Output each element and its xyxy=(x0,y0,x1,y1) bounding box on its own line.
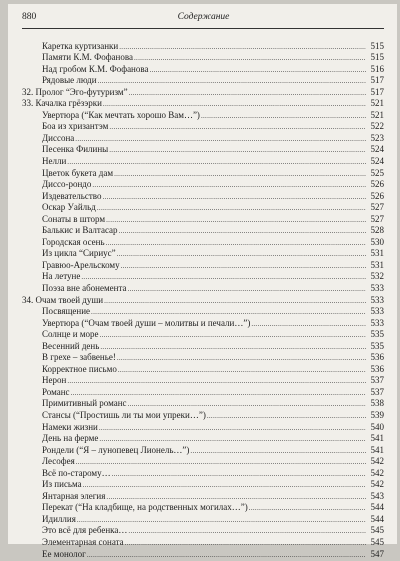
toc-entry-title: В грехе – забвенье! xyxy=(42,352,116,363)
toc-entry-title: Из цикла “Сириус” xyxy=(42,248,116,259)
toc-entry xyxy=(22,525,384,537)
toc-entry-title: День на ферме xyxy=(42,433,99,444)
toc-entry xyxy=(22,202,384,214)
toc-entry-page: 533 xyxy=(370,294,384,305)
toc-entry-page: 524 xyxy=(370,144,384,155)
toc-entry-page: 535 xyxy=(370,340,384,351)
dot-leader xyxy=(251,319,366,331)
toc-entry-page: 533 xyxy=(370,282,384,293)
toc-entry xyxy=(22,283,384,295)
toc-entry xyxy=(22,352,384,364)
toc-entry-page: 542 xyxy=(370,456,384,467)
toc-entry xyxy=(22,398,384,410)
toc-entry xyxy=(22,491,384,503)
toc-entry-page: 535 xyxy=(370,329,384,340)
toc-entry xyxy=(22,514,384,526)
toc-entry xyxy=(22,168,384,180)
toc-entry-title: Диссона xyxy=(42,132,75,143)
toc-entry-page: 531 xyxy=(370,259,384,270)
dot-leader xyxy=(109,145,366,157)
dot-leader xyxy=(117,353,366,365)
toc-entry xyxy=(22,121,384,133)
toc-entry-page: 547 xyxy=(370,548,384,559)
toc-entry-title: 33. Качалка грёзэрки xyxy=(22,98,102,109)
toc-entry-title: Намеки жизни xyxy=(42,421,98,432)
toc-entry-page: 517 xyxy=(370,75,384,86)
toc-entry xyxy=(22,110,384,122)
toc-entry-title: Лесофея xyxy=(42,456,75,467)
page-number: 880 xyxy=(22,12,37,22)
toc-entry xyxy=(22,144,384,156)
dot-leader xyxy=(128,526,366,538)
toc-entry-title: 34. Очам твоей души xyxy=(22,294,104,305)
toc-entry-page: 533 xyxy=(370,306,384,317)
toc-entry xyxy=(22,341,384,353)
dot-leader xyxy=(190,446,366,458)
toc-entry-title: Над гробом К.М. Фофанова xyxy=(42,63,149,74)
toc-entry xyxy=(22,248,384,260)
toc-entry-page: 521 xyxy=(370,98,384,109)
toc-entry-page: 526 xyxy=(370,179,384,190)
toc-entry-title: Гравюо-Арельскому xyxy=(42,259,120,270)
toc-entry-title: Рядовые люди xyxy=(42,75,97,86)
toc-entry-title: Из письма xyxy=(42,479,82,490)
toc-entry-title: Сонаты в шторм xyxy=(42,213,106,224)
dot-leader xyxy=(103,192,367,204)
toc-entry xyxy=(22,422,384,434)
toc-entry-page: 525 xyxy=(370,167,384,178)
dot-leader xyxy=(100,330,366,342)
toc-entry-page: 521 xyxy=(370,109,384,120)
toc-entry xyxy=(22,364,384,376)
dot-leader xyxy=(119,42,366,54)
toc-entry xyxy=(22,329,384,341)
dot-leader xyxy=(117,249,366,261)
toc-section-entry xyxy=(22,98,384,110)
dot-leader xyxy=(83,480,366,492)
toc-entry-page: 532 xyxy=(370,271,384,282)
dot-leader xyxy=(106,238,366,250)
dot-leader xyxy=(134,53,366,65)
toc-entry-page: 517 xyxy=(370,86,384,97)
dot-leader xyxy=(67,376,366,388)
running-header xyxy=(22,12,385,26)
toc-entry-page: 545 xyxy=(370,537,384,548)
dot-leader xyxy=(150,65,366,77)
toc-entry-title: Рондели (“Я – лунопевец Лионель…”) xyxy=(42,444,190,455)
toc-entry-title: Посвящение xyxy=(42,306,91,317)
toc-entry-page: 544 xyxy=(370,513,384,524)
toc-entry-title: Корректное письмо xyxy=(42,363,117,374)
toc-entry-page: 533 xyxy=(370,317,384,328)
dot-leader xyxy=(99,423,366,435)
toc-entry xyxy=(22,479,384,491)
toc-entry-page: 541 xyxy=(370,433,384,444)
toc-entry xyxy=(22,64,384,76)
toc-entry-title: Боа из хризантэм xyxy=(42,121,109,132)
dot-leader xyxy=(112,469,366,481)
toc-entry-page: 526 xyxy=(370,190,384,201)
toc-entry-page: 515 xyxy=(370,40,384,51)
dot-leader xyxy=(119,226,366,238)
toc-entry-title: Стансы (“Простишь ли ты мои упреки…”) xyxy=(42,410,206,420)
toc-entry xyxy=(22,225,384,237)
toc-entry-page: 516 xyxy=(370,63,384,74)
toc-entry xyxy=(22,410,384,422)
toc-entry-page: 527 xyxy=(370,213,384,224)
toc-entry xyxy=(22,52,384,64)
toc-entry-page: 524 xyxy=(370,155,384,166)
toc-entry xyxy=(22,156,384,168)
toc-entry xyxy=(22,387,384,399)
dot-leader xyxy=(100,342,366,354)
toc-entry xyxy=(22,179,384,191)
toc-entry-page: 530 xyxy=(370,236,384,247)
toc-entry-page: 536 xyxy=(370,352,384,363)
table-of-contents xyxy=(22,41,384,561)
toc-entry-title: Издевательство xyxy=(42,190,102,201)
toc-entry-title: Памяти К.М. Фофанова xyxy=(42,52,133,63)
toc-entry-title: Романс xyxy=(42,386,70,397)
toc-entry-page: 540 xyxy=(370,421,384,432)
toc-entry xyxy=(22,75,384,87)
toc-entry xyxy=(22,237,384,249)
toc-entry-page: 543 xyxy=(370,490,384,501)
toc-entry-title: Ее монолог xyxy=(42,548,86,559)
book-page xyxy=(8,4,397,559)
toc-entry-title: Янтарная элегия xyxy=(42,490,106,501)
toc-entry-page: 537 xyxy=(370,375,384,386)
toc-entry-title: Цветок букета дам xyxy=(42,167,114,178)
toc-entry-page: 539 xyxy=(370,410,384,420)
toc-entry-title: Нерон xyxy=(42,375,67,386)
toc-entry-page: 536 xyxy=(370,363,384,374)
toc-entry-title: Элементарная соната xyxy=(42,537,124,548)
toc-entry-title: Оскар Уайльд xyxy=(42,202,96,213)
toc-entry-page: 528 xyxy=(370,225,384,236)
dot-leader xyxy=(249,503,366,515)
toc-entry xyxy=(22,502,384,514)
toc-entry-title: Всё по-старому… xyxy=(42,467,111,478)
running-title: Содержание xyxy=(177,12,230,22)
toc-entry-page: 522 xyxy=(370,121,384,132)
toc-entry xyxy=(22,271,384,283)
toc-entry-page: 531 xyxy=(370,248,384,259)
toc-entry-title: Перекат (“На кладбище, на родственных могилах…”) xyxy=(42,502,248,513)
toc-entry xyxy=(22,456,384,468)
dot-leader xyxy=(207,411,366,423)
dot-leader xyxy=(109,122,366,134)
dot-leader xyxy=(106,215,366,227)
toc-entry-title: Поэза вне абонемента xyxy=(42,282,127,293)
toc-section-entry xyxy=(22,87,384,99)
toc-entry xyxy=(22,375,384,387)
toc-entry-page: 542 xyxy=(370,467,384,478)
dot-leader xyxy=(201,111,366,123)
dot-leader xyxy=(87,550,366,561)
toc-entry-title: Весенний день xyxy=(42,340,100,351)
toc-entry xyxy=(22,445,384,457)
toc-entry xyxy=(22,133,384,145)
toc-entry-title: Солнце и море xyxy=(42,329,99,340)
toc-entry-page: 538 xyxy=(370,398,384,409)
toc-entry xyxy=(22,41,384,53)
toc-entry-title: Балькис и Валтасар xyxy=(42,225,118,236)
toc-entry-page: 544 xyxy=(370,502,384,513)
toc-entry xyxy=(22,260,384,272)
toc-section-entry xyxy=(22,295,384,307)
toc-entry-page: 523 xyxy=(370,132,384,143)
dot-leader xyxy=(104,296,366,308)
toc-entry-title: Увертюра (“Очам твоей души – молитвы и печали…”) xyxy=(42,317,251,328)
dot-leader xyxy=(76,457,366,469)
toc-entry-page: 541 xyxy=(370,444,384,455)
toc-entry-title: Диссо-рондо xyxy=(42,179,92,190)
toc-entry-title: Примитивный романс xyxy=(42,398,127,409)
toc-entry-page: 542 xyxy=(370,479,384,490)
toc-entry-title: 32. Пролог “Эго-футуризм” xyxy=(22,86,128,97)
toc-entry-title: Каретка куртизанки xyxy=(42,40,119,51)
toc-entry-title: Песенка Филины xyxy=(42,144,109,155)
toc-entry xyxy=(22,214,384,226)
toc-entry-page: 537 xyxy=(370,386,384,397)
toc-entry-title: Нелли xyxy=(42,155,67,166)
toc-entry-page: 527 xyxy=(370,202,384,213)
toc-entry xyxy=(22,318,384,330)
dot-leader xyxy=(118,365,366,377)
toc-entry-title: Идиллия xyxy=(42,513,76,524)
toc-entry-title: Это всё для ребенка… xyxy=(42,525,128,536)
toc-entry-title: Городская осень xyxy=(42,236,105,247)
toc-entry xyxy=(22,549,384,561)
dot-leader xyxy=(121,261,366,273)
toc-entry xyxy=(22,191,384,203)
dot-leader xyxy=(129,88,366,100)
header-rule xyxy=(22,28,384,29)
toc-entry xyxy=(22,468,384,480)
toc-entry-title: На летуне xyxy=(42,271,81,282)
toc-entry xyxy=(22,306,384,318)
dot-leader xyxy=(92,180,366,192)
dot-leader xyxy=(75,134,366,146)
dot-leader xyxy=(125,538,366,550)
dot-leader xyxy=(97,203,366,215)
toc-entry xyxy=(22,433,384,445)
toc-entry-page: 515 xyxy=(370,52,384,63)
dot-leader xyxy=(98,76,366,88)
toc-entry-title: Увертюра (“Как мечтать хорошо Вам…”) xyxy=(42,109,200,120)
dot-leader xyxy=(114,169,366,181)
toc-entry-page: 545 xyxy=(370,525,384,536)
dot-leader xyxy=(128,284,366,296)
